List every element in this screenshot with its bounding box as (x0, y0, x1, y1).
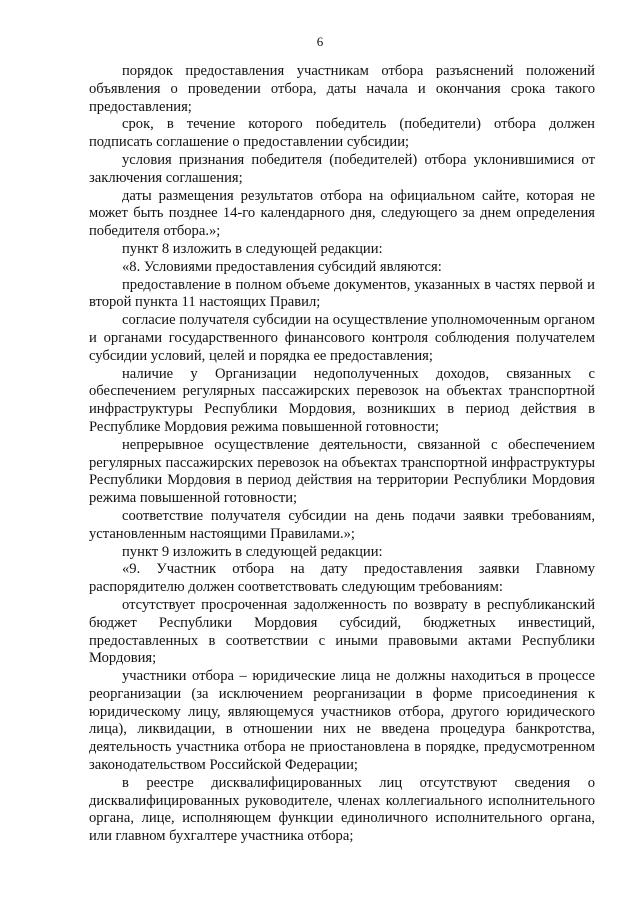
paragraph: соответствие получателя субсидии на день подачи заявки требованиям, установленным настоящими Правилами.»; (89, 507, 595, 542)
body-text (89, 63, 595, 846)
paragraph: условия признания победителя (победителей) отбора уклонившимися от заключения соглашения; (89, 151, 595, 186)
paragraph: отсутствует просроченная задолженность по возврату в республиканский бюджет Республики Мордовия субсидий, бюджетных инвестиций, предоставленных в соответствии с иными правовыми актами Республики Мордовия; (89, 596, 595, 667)
page-number: 6 (316, 34, 324, 49)
paragraph: согласие получателя субсидии на осуществление уполномоченным органом и органами государственного финансового контроля соблюдения получателем субсидии условий, целей и порядка ее предоставления; (89, 312, 595, 364)
paragraph: непрерывное осуществление деятельности, связанной с обеспечением регулярных пассажирских перевозок на объектах транспортной инфраструктуры Республики Мордовия в период действия на территории Республики Мордовия режима повышенной готовности; (89, 436, 595, 507)
paragraph: «9. Участник отбора на дату предоставления заявки Главному распорядителю должен соответствовать следующим требованиям: (89, 561, 595, 596)
paragraph: предоставление в полном объеме документов, указанных в частях первой и второй пункта 11 настоящих Правил; (89, 276, 595, 311)
paragraph: в реестре дисквалифицированных лиц отсутствуют сведения о дисквалифицированных руководителе, членах коллегиального исполнительного органа, лице, исполняющем функции единоличного исполнительного органа, или главном бухгалтере участника отбора; (89, 774, 595, 845)
paragraph: пункт 8 изложить в следующей редакции: (122, 240, 383, 257)
paragraph: пункт 9 изложить в следующей редакции: (122, 543, 383, 560)
paragraph: даты размещения результатов отбора на официальном сайте, которая не может быть позднее 14-го календарного дня, следующего за днем определения победителя отбора.»; (89, 187, 595, 240)
paragraph: «8. Условиями предоставления субсидий являются: (122, 258, 442, 275)
paragraph: срок, в течение которого победитель (победители) отбора должен подписать соглашение о предоставлении субсидии; (89, 116, 595, 151)
paragraph: участники отбора – юридические лица не должны находиться в процессе реорганизации (за исключением реорганизации в форме присоединения к юридическому лицу, являющемуся участников отбора, другого юридического лица), ликвидации, в отношении них не введена процедура банкротства, деятельность участника отбора не приостановлена в порядке, предусмотренном законодательством Российской Федерации; (89, 668, 595, 774)
paragraph: порядок предоставления участникам отбора разъяснений положений объявления о проведении отбора, даты начала и окончания срока такого предоставления; (89, 63, 595, 115)
paragraph: наличие у Организации недополученных доходов, связанных с обеспечением регулярных пассажирских перевозок на объектах транспортной инфраструктуры Республики Мордовия, возникших в период действия в Республике Мордовия режима повышенной готовности; (89, 365, 595, 435)
